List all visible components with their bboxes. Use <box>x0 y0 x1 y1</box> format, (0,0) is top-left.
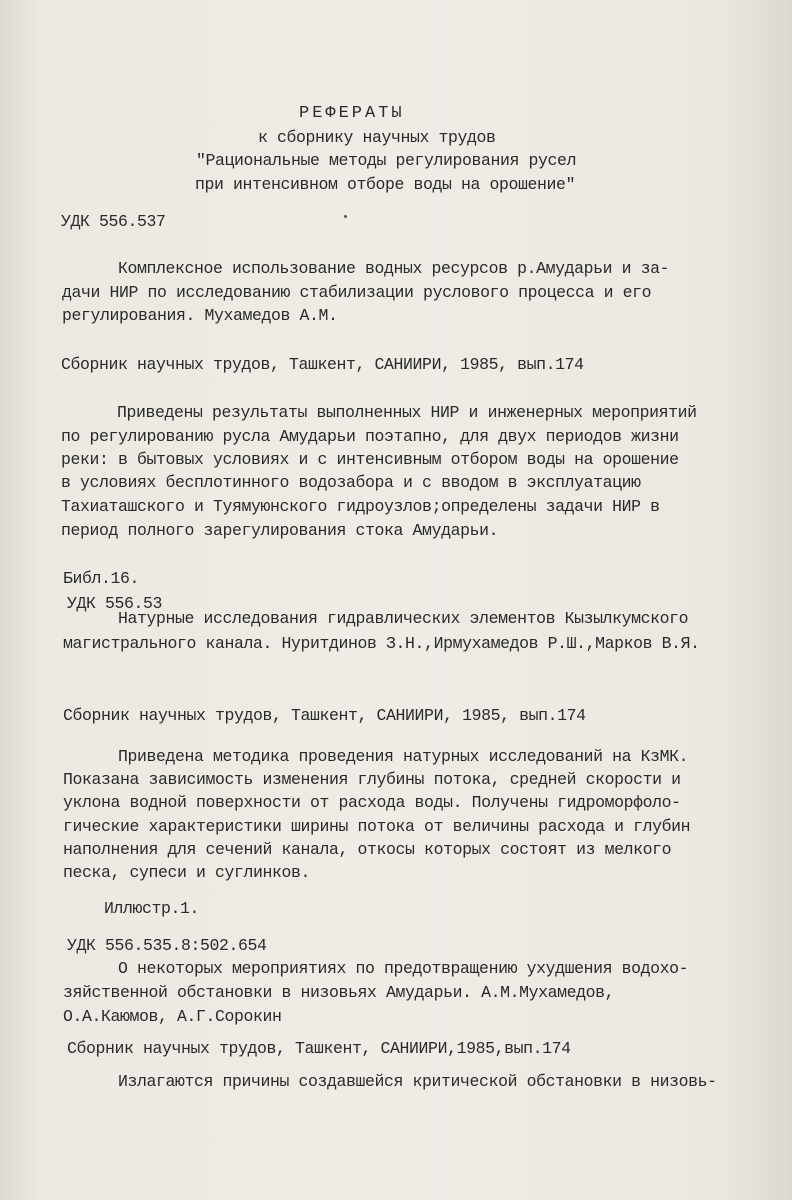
udk-code-1: УДК 556.537 <box>61 212 166 231</box>
abstract-2-source: Сборник научных трудов, Ташкент, САНИИРИ, 1985, вып.174 <box>63 706 586 725</box>
abstract-1-source: Сборник научных трудов, Ташкент, САНИИРИ, 1985, вып.174 <box>61 355 584 374</box>
abstract-2-body-line-5: наполнения для сечений канала, откосы которых состоят из мелкого <box>63 840 672 859</box>
abstract-2-body-line-1: Приведена методика проведения натурных исследований на КзМК. <box>118 747 689 766</box>
abstract-2-title-line-2: магистрального канала. Нуритдинов З.Н.,Ирмухамедов Р.Ш.,Марков В.Я. <box>63 634 700 653</box>
abstract-3-title-line-1: О некоторых мероприятиях по предотвращению ухудшения водохо- <box>118 959 689 978</box>
abstract-3-title-line-2: зяйственной обстановки в низовьях Амударьи. А.М.Мухамедов, <box>63 983 615 1002</box>
udk-code-2: УДК 556.53 <box>67 594 163 613</box>
header-line-3: при интенсивном отборе воды на орошение" <box>195 175 576 194</box>
abstract-1-body-line-6: период полного зарегулирования стока Амударьи. <box>61 521 499 540</box>
abstract-1-body-line-5: Тахиаташского и Туямуюнского гидроузлов;определены задачи НИР в <box>61 497 660 516</box>
header-line-2: "Рациональные методы регулирования русел <box>196 151 577 170</box>
abstract-1-body-line-4: в условиях бесплотинного водозабора и с вводом в эксплуатацию <box>61 473 641 492</box>
abstract-2-title-line-1: Натурные исследования гидравлических элементов Кызылкумского <box>118 609 689 628</box>
abstract-3-body-line-1: Излагаются причины создавшейся критической обстановки в низовь- <box>118 1072 717 1091</box>
abstract-2-body-line-4: гические характеристики ширины потока от величины расхода и глубин <box>63 817 691 836</box>
abstract-1-title-line-3: регулирования. Мухамедов А.М. <box>62 306 338 325</box>
abstract-3-source: Сборник научных трудов, Ташкент, САНИИРИ,1985,вып.174 <box>67 1039 571 1058</box>
abstract-1-note: Библ.16. <box>63 569 140 588</box>
abstract-3-title-line-3: О.А.Каюмов, А.Г.Сорокин <box>63 1007 282 1026</box>
abstract-2-body-line-2: Показана зависимость изменения глубины потока, средней скорости и <box>63 770 681 789</box>
udk-code-3: УДК 556.535.8:502.654 <box>67 936 267 955</box>
abstract-1-body-line-3: реки: в бытовых условиях и с интенсивным отбором воды на орошение <box>61 450 679 469</box>
abstract-2-note: Иллюстр.1. <box>104 899 200 918</box>
abstract-2-body-line-6: песка, супеси и суглинков. <box>63 863 311 882</box>
abstract-1-title-line-2: дачи НИР по исследованию стабилизации руслового процесса и его <box>62 283 652 302</box>
header-line-1: к сборнику научных трудов <box>258 128 496 147</box>
abstract-2-body-line-3: уклона водной поверхности от расхода воды. Получены гидроморфоло- <box>63 793 681 812</box>
abstract-1-body-line-2: по регулированию русла Амударьи поэтапно, для двух периодов жизни <box>61 427 679 446</box>
document-title: РЕФЕРАТЫ <box>299 104 405 123</box>
abstract-1-title-line-1: Комплексное использование водных ресурсов р.Амударьи и за- <box>118 259 670 278</box>
abstract-1-body-line-1: Приведены результаты выполненных НИР и инженерных мероприятий <box>117 403 697 422</box>
ink-speck <box>344 215 347 218</box>
